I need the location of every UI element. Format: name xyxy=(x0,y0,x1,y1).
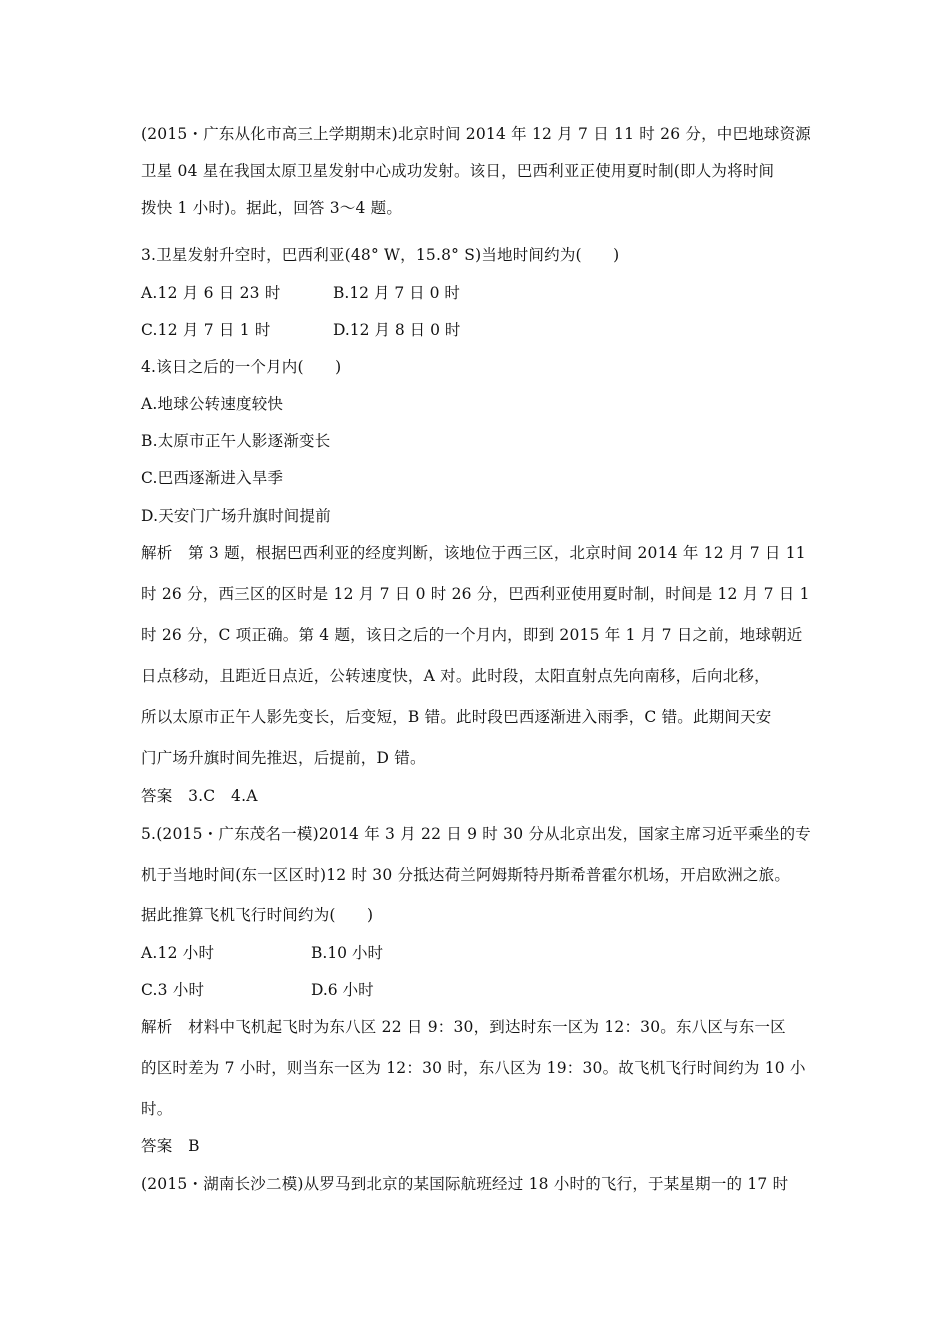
analysis-2-line-2: 的区时差为 7 小时，则当东一区为 12：30 时，东八区为 19：30。故飞机飞行时间约为 10 小 xyxy=(141,1059,806,1077)
question-4-stem: 4.该日之后的一个月内( ) xyxy=(141,358,342,376)
question-3-option-a: A.12 月 6 日 23 时 xyxy=(141,284,281,302)
analysis-2-line-1: 解析 材料中飞机起飞时为东八区 22 日 9：30，到达时东一区为 12：30。东八区与东一区 xyxy=(141,1018,786,1036)
question-5-line-1: 5.(2015・广东茂名一模)2014 年 3 月 22 日 9 时 30 分从北京出发，国家主席习近平乘坐的专 xyxy=(141,825,811,843)
intro-line-3: 拨快 1 小时)。据此，回答 3～4 题。 xyxy=(141,199,403,217)
intro-2-line-1: (2015・湖南长沙二模)从罗马到北京的某国际航班经过 18 小时的飞行，于某星期一的 17 时 xyxy=(141,1175,789,1193)
question-5-option-b: B.10 小时 xyxy=(311,944,383,962)
question-5-option-a: A.12 小时 xyxy=(141,944,215,962)
question-5-line-3: 据此推算飞机飞行时间约为( ) xyxy=(141,906,374,924)
question-5-option-d: D.6 小时 xyxy=(311,981,374,999)
analysis-1-line-4: 日点移动，且距近日点近，公转速度快，A 对。此时段，太阳直射点先向南移，后向北移， xyxy=(141,667,770,685)
question-4-option-c: C.巴西逐渐进入旱季 xyxy=(141,469,284,487)
analysis-1-line-2: 时 26 分，西三区的区时是 12 月 7 日 0 时 26 分，巴西利亚使用夏时制，时间是 12 月 7 日 1 xyxy=(141,585,810,603)
answer-2: 答案 B xyxy=(141,1137,200,1155)
question-3-option-c: C.12 月 7 日 1 时 xyxy=(141,321,271,339)
question-4-option-b: B.太原市正午人影逐渐变长 xyxy=(141,432,331,450)
question-3-option-d: D.12 月 8 日 0 时 xyxy=(333,321,461,339)
analysis-2-line-3: 时。 xyxy=(141,1100,173,1118)
intro-line-2: 卫星 04 星在我国太原卫星发射中心成功发射。该日，巴西利亚正使用夏时制(即人为将时间 xyxy=(141,162,775,180)
answer-1: 答案 3.C 4.A xyxy=(141,787,258,805)
question-5-line-2: 机于当地时间(东一区区时)12 时 30 分抵达荷兰阿姆斯特丹斯希普霍尔机场，开启欧洲之旅。 xyxy=(141,866,791,884)
question-3-stem: 3.卫星发射升空时，巴西利亚(48° W，15.8° S)当地时间约为( ) xyxy=(141,246,620,264)
question-5-option-c: C.3 小时 xyxy=(141,981,205,999)
analysis-1-line-5: 所以太原市正午人影先变长，后变短，B 错。此时段巴西逐渐进入雨季，C 错。此期间天安 xyxy=(141,708,772,726)
analysis-1-line-3: 时 26 分，C 项正确。第 4 题，该日之后的一个月内，即到 2015 年 1 月 7 日之前，地球朝近 xyxy=(141,626,803,644)
question-4-option-d: D.天安门广场升旗时间提前 xyxy=(141,507,331,525)
intro-line-1: (2015・广东从化市高三上学期期末)北京时间 2014 年 12 月 7 日 11 时 26 分，中巴地球资源 xyxy=(141,125,811,143)
analysis-1-line-1: 解析 第 3 题，根据巴西利亚的经度判断，该地位于西三区，北京时间 2014 年 12 月 7 日 11 xyxy=(141,544,806,562)
analysis-1-line-6: 门广场升旗时间先推迟，后提前，D 错。 xyxy=(141,749,426,767)
question-3-option-b: B.12 月 7 日 0 时 xyxy=(333,284,460,302)
question-4-option-a: A.地球公转速度较快 xyxy=(141,395,284,413)
